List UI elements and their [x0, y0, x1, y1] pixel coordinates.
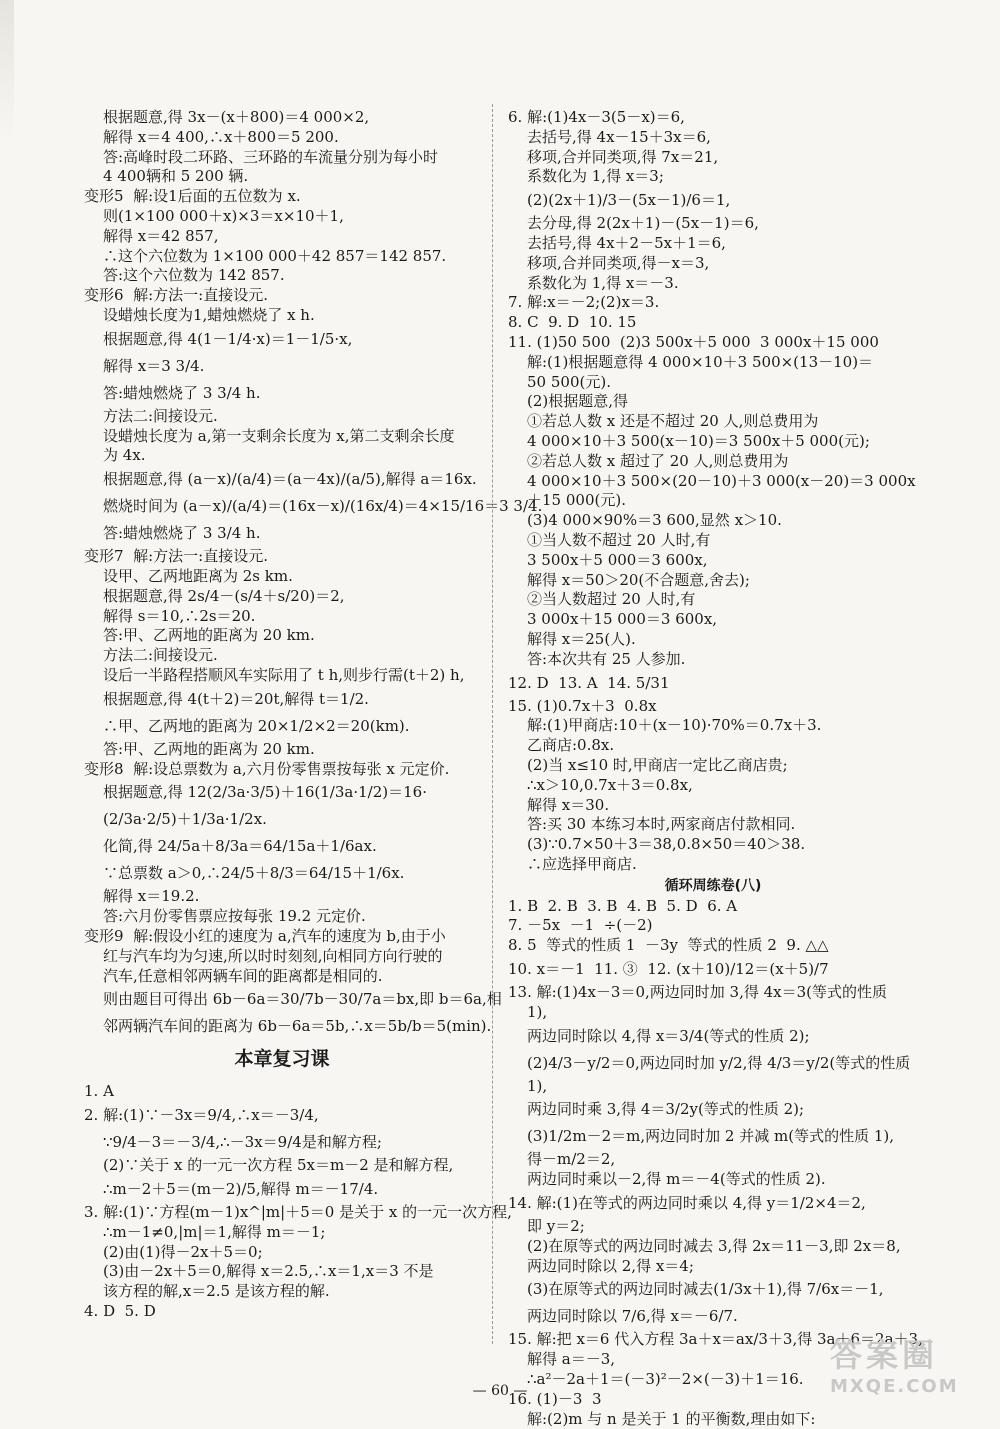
text-line: 答:这个六位数为 142 857. — [103, 266, 285, 285]
text-line: ∵9/4－3＝－3/4,∴－3x＝9/4是和解方程; — [103, 1133, 382, 1152]
text-line: 答:六月份零售票应按每张 19.2 元定价. — [103, 907, 366, 926]
text-line: 答:蜡烛燃烧了 3 3/4 h. — [103, 383, 261, 402]
text-line: 即 y＝2; — [527, 1217, 585, 1236]
text-line: 解得 x＝50＞20(不合题意,舍去); — [527, 570, 750, 589]
text-line: 两边同时除以 4,得 x＝3/4(等式的性质 2); — [527, 1026, 810, 1045]
text-line: 2. 解:(1)∵－3x＝9/4,∴x＝－3/4, — [84, 1106, 319, 1125]
text-line: 根据题意,得 (a－x)/(a/4)＝(a－4x)/(a/5),解得 a＝16x. — [103, 470, 477, 489]
text-line: 1), — [527, 1076, 548, 1095]
text-line: 16. (1)－3 3 — [508, 1389, 602, 1408]
text-line: 燃烧时间为 (a－x)/(a/4)＝(16x－x)/(16x/4)＝4×15/16＝3 3/4. — [103, 497, 543, 516]
text-line: 汽车,任意相邻两辆车间的距离都是相同的. — [103, 966, 383, 985]
text-line: 根据题意,得 4(1－1/4·x)＝1－1/5·x, — [103, 329, 353, 348]
text-line: 根据题意,得 12(2/3a·3/5)＋16(1/3a·1/2)＝16· — [103, 783, 427, 802]
chapter-review-heading: 本章复习课 — [234, 1048, 330, 1071]
text-line: (2)由(1)得－2x＋5＝0; — [103, 1242, 263, 1261]
text-line: 15. (1)0.7x＋3 0.8x — [508, 696, 657, 715]
text-line: 解得 x＝42 857, — [103, 226, 219, 245]
text-line: 7. 解:x＝－2;(2)x＝3. — [508, 293, 660, 312]
text-line: 变形7 解:方法一:直接设元. — [84, 547, 268, 566]
text-line: 14. 解:(1)在等式的两边同时乘以 4,得 y＝1/2×4＝2, — [508, 1194, 866, 1213]
text-line: 8. C 9. D 10. 15 — [508, 313, 637, 332]
text-line: 系数化为 1,得 x＝3; — [527, 167, 664, 186]
text-line: 解得 x＝19.2. — [103, 887, 200, 906]
text-line: (2)4/3－y/2＝0,两边同时加 y/2,得 4/3＝y/2(等式的性质 — [527, 1053, 911, 1072]
text-line: 1), — [527, 1002, 548, 1021]
text-line: (2)当 x≤10 时,甲商店一定比乙商店贵; — [527, 755, 788, 774]
text-line: ∴甲、乙两地的距离为 20×1/2×2＝20(km). — [103, 716, 410, 735]
text-line: ∴x＞10,0.7x＋3＝0.8x, — [527, 775, 693, 794]
text-line: ①当人数不超过 20 人时,有 — [527, 530, 711, 549]
text-line: 则(1×100 000＋x)×3＝x×10＋1, — [103, 206, 344, 225]
text-line: 设后一半路程搭顺风车实际用了 t h,则步行需(t＋2) h, — [103, 665, 465, 684]
text-line: 方法二:间接设元. — [103, 646, 218, 665]
text-line: 解:(1)根据题意得 4 000×10＋3 500×(13－10)＝ — [527, 352, 874, 371]
text-line: ①若总人数 x 还是不超过 20 人,则总费用为 — [527, 412, 819, 431]
text-line: 3. 解:(1)∵方程(m－1)x^|m|＋5＝0 是关于 x 的一元一次方程, — [84, 1202, 512, 1221]
text-line: 根据题意,得 4(t＋2)＝20t,解得 t＝1/2. — [103, 689, 369, 708]
text-line: 答:甲、乙两地的距离为 20 km. — [103, 626, 315, 645]
text-line: 得－m/2＝2, — [527, 1150, 616, 1169]
text-line: 11. (1)50 500 (2)3 500x＋5 000 3 000x＋15 000 — [508, 332, 879, 351]
text-line: 化简,得 24/5a＋8/3a＝64/15a＋1/6ax. — [103, 837, 377, 856]
text-line: 解得 s＝10,∴2s＝20. — [103, 606, 256, 625]
text-line: 乙商店:0.8x. — [527, 736, 615, 755]
text-line: (3)∵0.7×50＋3＝38,0.8×50＝40＞38. — [527, 835, 806, 854]
text-line: 解得 a＝－3, — [527, 1350, 616, 1369]
text-line: 解得 x＝25(人). — [527, 629, 636, 648]
text-line: ＋15 000(元). — [527, 491, 626, 510]
solutions-list-left — [84, 108, 543, 1040]
column-divider — [492, 104, 494, 1344]
text-line: 该方程的解,x＝2.5 是该方程的解. — [103, 1282, 330, 1301]
text-line: (2)根据题意,得 — [527, 392, 629, 411]
text-line: (2)(2x＋1)/3－(5x－1)/6＝1, — [527, 191, 731, 210]
text-line: 变形6 解:方法一:直接设元. — [84, 286, 268, 305]
text-line: 解:(1)甲商店:10＋(x－10)·70%＝0.7x＋3. — [527, 716, 822, 735]
chapter-review-list — [84, 1082, 512, 1321]
text-line: 10. x＝－1 11. ③ 12. (x＋10)/12＝(x＋5)/7 — [508, 960, 829, 979]
text-line: 两边同时除以 2,得 x＝4; — [527, 1256, 694, 1275]
watermark-url: MXQE.COM — [830, 1376, 959, 1397]
weekly-test-heading: 循环周练卷(八) — [664, 877, 762, 894]
text-line: 移项,合并同类项,得 7x＝21, — [527, 147, 719, 166]
left-column — [84, 108, 543, 1322]
text-line: 解得 x＝30. — [527, 795, 610, 814]
text-line: 答:甲、乙两地的距离为 20 km. — [103, 739, 315, 758]
text-line: 移项,合并同类项,得－x＝3, — [527, 253, 710, 272]
text-line: 12. D 13. A 14. 5/31 — [508, 673, 670, 692]
text-line: 去分母,得 2(2x＋1)－(5x－1)＝6, — [527, 214, 759, 233]
text-line: 4 000×10＋3 500×(20－10)＋3 000(x－20)＝3 000x — [527, 471, 916, 490]
solutions-list-right — [508, 108, 918, 875]
text-line: 变形5 解:设1后面的五位数为 x. — [84, 187, 301, 206]
right-column — [508, 108, 923, 1429]
text-line: (2)∵关于 x 的一元一次方程 5x＝m－2 是和解方程, — [103, 1156, 454, 1175]
text-line: 解:(2)m 与 n 是关于 1 的平衡数,理由如下: — [527, 1409, 816, 1428]
text-line: 变形8 解:设总票数为 a,六月份零售票按每张 x 元定价. — [84, 759, 450, 778]
text-line: 则由题目可得出 6b－6a＝30/7b－30/7a＝bx,即 b＝6a,相 — [103, 990, 502, 1009]
text-line: (2/3a·2/5)＋1/3a·1/2x. — [103, 810, 267, 829]
text-line: ∴m－2＋5＝(m－2)/5,解得 m＝－17/4. — [103, 1179, 379, 1198]
text-line: 1. A — [84, 1082, 114, 1101]
text-line: 15. 解:把 x＝6 代入方程 3a＋x＝ax/3＋3,得 3a＋6＝2a＋3, — [508, 1330, 923, 1349]
text-line: (3)1/2m－2＝m,两边同时加 2 并减 m(等式的性质 1), — [527, 1127, 895, 1146]
text-line: 答:买 30 本练习本时,两家商店付款相同. — [527, 815, 796, 834]
text-line: (2)在原等式的两边同时减去 3,得 2x＝11－3,即 2x＝8, — [527, 1236, 901, 1255]
text-line: 系数化为 1,得 x＝－3. — [527, 273, 679, 292]
text-line: 3 500x＋5 000＝3 600x, — [527, 550, 708, 569]
text-line: 8. 5 等式的性质 1 －3y 等式的性质 2 9. △△ — [508, 936, 829, 955]
text-line: 13. 解:(1)4x－3＝0,两边同时加 3,得 4x＝3(等式的性质 — [508, 983, 888, 1002]
text-line: 两边同时乘以－2,得 m＝－4(等式的性质 2). — [527, 1170, 826, 1189]
text-line: 3 000x＋15 000＝3 600x, — [527, 610, 718, 629]
text-line: 6. 解:(1)4x－3(5－x)＝6, — [508, 108, 685, 126]
text-line: 7. －5x －1 ÷(－2) — [508, 916, 653, 935]
text-line: ∴a²－2a＋1＝(－3)²－2×(－3)＋1＝16. — [527, 1370, 804, 1389]
text-line: 根据题意,得 3x－(x＋800)＝4 000×2, — [103, 108, 370, 126]
text-line: 设蜡烛长度为 a,第一支剩余长度为 x,第二支剩余长度 — [103, 426, 455, 445]
text-line: 解得 x＝4 400,∴x＋800＝5 200. — [103, 127, 339, 146]
text-line: (3)在原等式的两边同时减去(1/3x＋1),得 7/6x＝－1, — [527, 1280, 884, 1299]
text-line: 去括号,得 4x－15＋3x＝6, — [527, 127, 711, 146]
text-line: 设蜡烛长度为1,蜡烛燃烧了 x h. — [103, 305, 315, 324]
text-line: ②若总人数 x 超过了 20 人,则总费用为 — [527, 451, 789, 470]
page-number: — 60 — — [472, 1383, 528, 1399]
text-line: 红与汽车均为匀速,所以时时刻刻,向相同方向行驶的 — [103, 946, 443, 965]
text-line: 4. D 5. D — [84, 1301, 156, 1320]
text-line: (3)4 000×90%＝3 600,显然 x＞10. — [527, 511, 782, 530]
text-line: 根据题意,得 2s/4－(s/4＋s/20)＝2, — [103, 586, 345, 605]
scan-edge-shadow — [0, 0, 14, 140]
watermark — [830, 1330, 959, 1397]
text-line: 解得 x＝3 3/4. — [103, 356, 205, 375]
text-line: 方法二:间接设元. — [103, 406, 218, 425]
text-line: 为 4x. — [103, 446, 146, 465]
text-line: 答:本次共有 25 人参加. — [527, 649, 686, 668]
text-line: 邻两辆汽车间的距离为 6b－6a＝5b,∴x＝5b/b＝5(min). — [103, 1017, 492, 1036]
text-line: 设甲、乙两地距离为 2s km. — [103, 566, 293, 585]
text-line: (3)由－2x＋5＝0,解得 x＝2.5,∴x＝1,x＝3 不是 — [103, 1262, 434, 1281]
text-line: 4 000×10＋3 500(x－10)＝3 500x＋5 000(元); — [527, 431, 870, 450]
text-line: 答:蜡烛燃烧了 3 3/4 h. — [103, 524, 261, 543]
text-line: ∴m－1≠0,|m|＝1,解得 m＝－1; — [103, 1222, 326, 1241]
text-line: ∵总票数 a＞0,∴24/5＋8/3＝64/15＋1/6x. — [103, 864, 405, 883]
text-line: 1. B 2. B 3. B 4. B 5. D 6. A — [508, 896, 738, 915]
watermark-logo: 答案圈 — [830, 1336, 939, 1374]
text-line: 两边同时乘 3,得 4＝3/2y(等式的性质 2); — [527, 1100, 805, 1119]
text-line: 4 400辆和 5 200 辆. — [103, 167, 249, 186]
text-line: 答:高峰时段二环路、三环路的车流量分别为每小时 — [103, 147, 439, 166]
text-line: ∴这个六位数为 1×100 000＋42 857＝142 857. — [103, 246, 447, 265]
text-line: 两边同时除以 7/6,得 x＝－6/7. — [527, 1307, 738, 1326]
text-line: 50 500(元). — [527, 372, 611, 391]
text-line: ②当人数超过 20 人时,有 — [527, 590, 696, 609]
text-line: 变形9 解:假设小红的速度为 a,汽车的速度为 b,由于小 — [84, 926, 446, 945]
text-line: ∴应选择甲商店. — [527, 854, 637, 873]
text-line: 去括号,得 4x＋2－5x＋1＝6, — [527, 233, 726, 252]
